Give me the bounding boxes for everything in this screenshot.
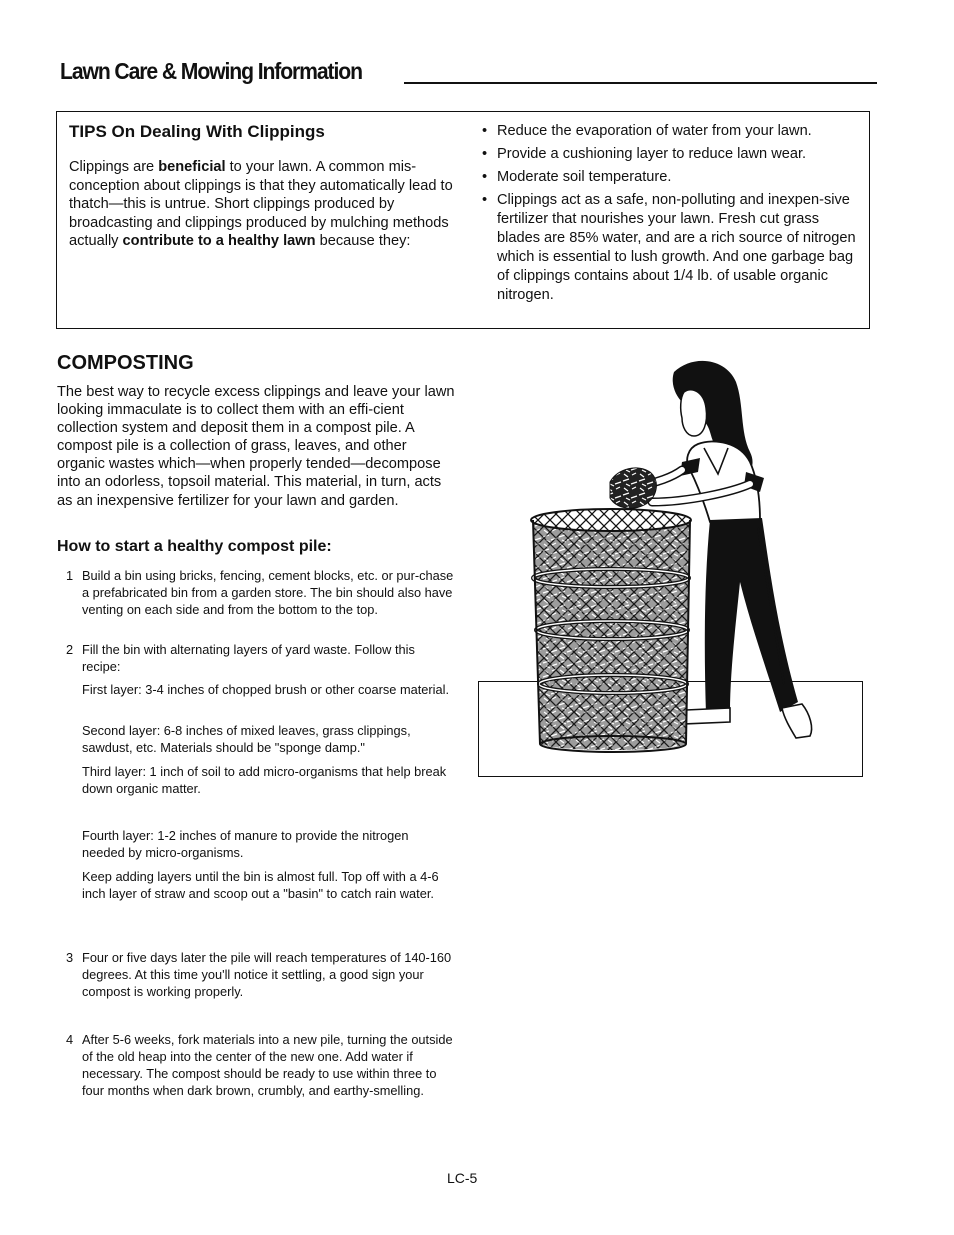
tips-text: to your lawn. A common mis-conception about clippings is that they automatically lead to thatch—this is untrue. Short clippings produced by broadcasting and clippings produced by mulching methods actually [69,159,453,249]
step-number: 3 [66,950,74,965]
tips-emphasis: contribute to a healthy lawn [122,233,316,249]
bullet-icon: • [482,169,488,185]
step-1 [66,567,454,618]
layer-second: Second layer: 6-8 inches of mixed leaves, grass clippings, sawdust, etc. Materials should be "sponge damp." [82,723,411,755]
tips-paragraph [69,158,459,251]
face [681,390,707,436]
list-item: • Moderate soil temperature. [482,169,672,185]
step-2 [66,641,454,675]
layer-keep-adding: Keep adding layers until the bin is almost full. Top off with a 4-6 inch layer of straw and scoop out a "basin" to catch rain water. [82,869,439,901]
tips-bullet-list [482,122,857,309]
title-rule [404,82,877,84]
step-number: 4 [66,1032,74,1047]
step-text: After 5-6 weeks, fork materials into a new pile, turning the outside of the old heap into the center of the new one. Add water if necessary. The compost should be ready to use within three to four months when dark brown, crumbly, and earthy-smelling. [82,1032,453,1098]
compost-bin [531,509,691,752]
howto-heading: How to start a healthy compost pile: [57,538,332,555]
tips-heading: TIPS On Dealing With Clippings [69,122,325,141]
list-item: • Reduce the evaporation of water from your lawn. [482,123,812,139]
bullet-icon: • [482,146,488,162]
layer-third: Third layer: 1 inch of soil to add micro-organisms that help break down organic matter. [82,764,447,796]
bin-rim [531,509,691,531]
step-text: Build a bin using bricks, fencing, cement blocks, etc. or pur-chase a prefabricated bin from a garden store. The bin should also have venting on each side and from the bottom to the top. [82,568,454,617]
step-text: Four or five days later the pile will reach temperatures of 140-160 degrees. At this time you'll notice it settling, a good sign your compost is working properly. [82,950,452,999]
composting-heading: COMPOSTING [57,352,194,374]
step-4 [66,1031,454,1099]
list-item: • Clippings act as a safe, non-polluting and inexpen-sive fertilizer that nourishes your lawn. Fresh cut grass blades are 85% water, and are a rich source of nitrogen which is essential to lush growth. And one garbage bag of clippings contains about 1/4 lb. of usable organic nitrogen. [482,192,856,303]
step-number: 1 [66,568,74,583]
step-number: 2 [66,642,74,657]
tips-emphasis: beneficial [158,159,226,175]
tips-text: because they: [315,233,411,249]
bullet-icon: • [482,123,488,139]
step-text: Fill the bin with alternating layers of yard waste. Follow this recipe: [82,642,415,674]
layer-first: First layer: 3-4 inches of chopped brush or other coarse material. [82,682,450,697]
page-number: LC-5 [447,1170,478,1186]
layer-fourth: Fourth layer: 1-2 inches of manure to provide the nitrogen needed by micro-organisms. [82,828,409,860]
list-item: • Provide a cushioning layer to reduce lawn wear. [482,146,807,162]
page-title: Lawn Care & Mowing Information [60,58,362,84]
step-3 [66,949,454,1000]
tips-text: Clippings are [69,159,159,175]
composting-paragraph: The best way to recycle excess clippings and leave your lawn looking immaculate is to collect them with an effi-cient collection system and deposit them in a compost pile. A compost pile is a collection of grass, leaves, and other organic wastes which—when properly tended—decompose into an odorless, topsoil material. This material, in turn, acts as an inexpensive fertilizer for your lawn and garden. [57,384,455,509]
bullet-icon: • [482,192,488,208]
compost-illustration [478,352,864,778]
